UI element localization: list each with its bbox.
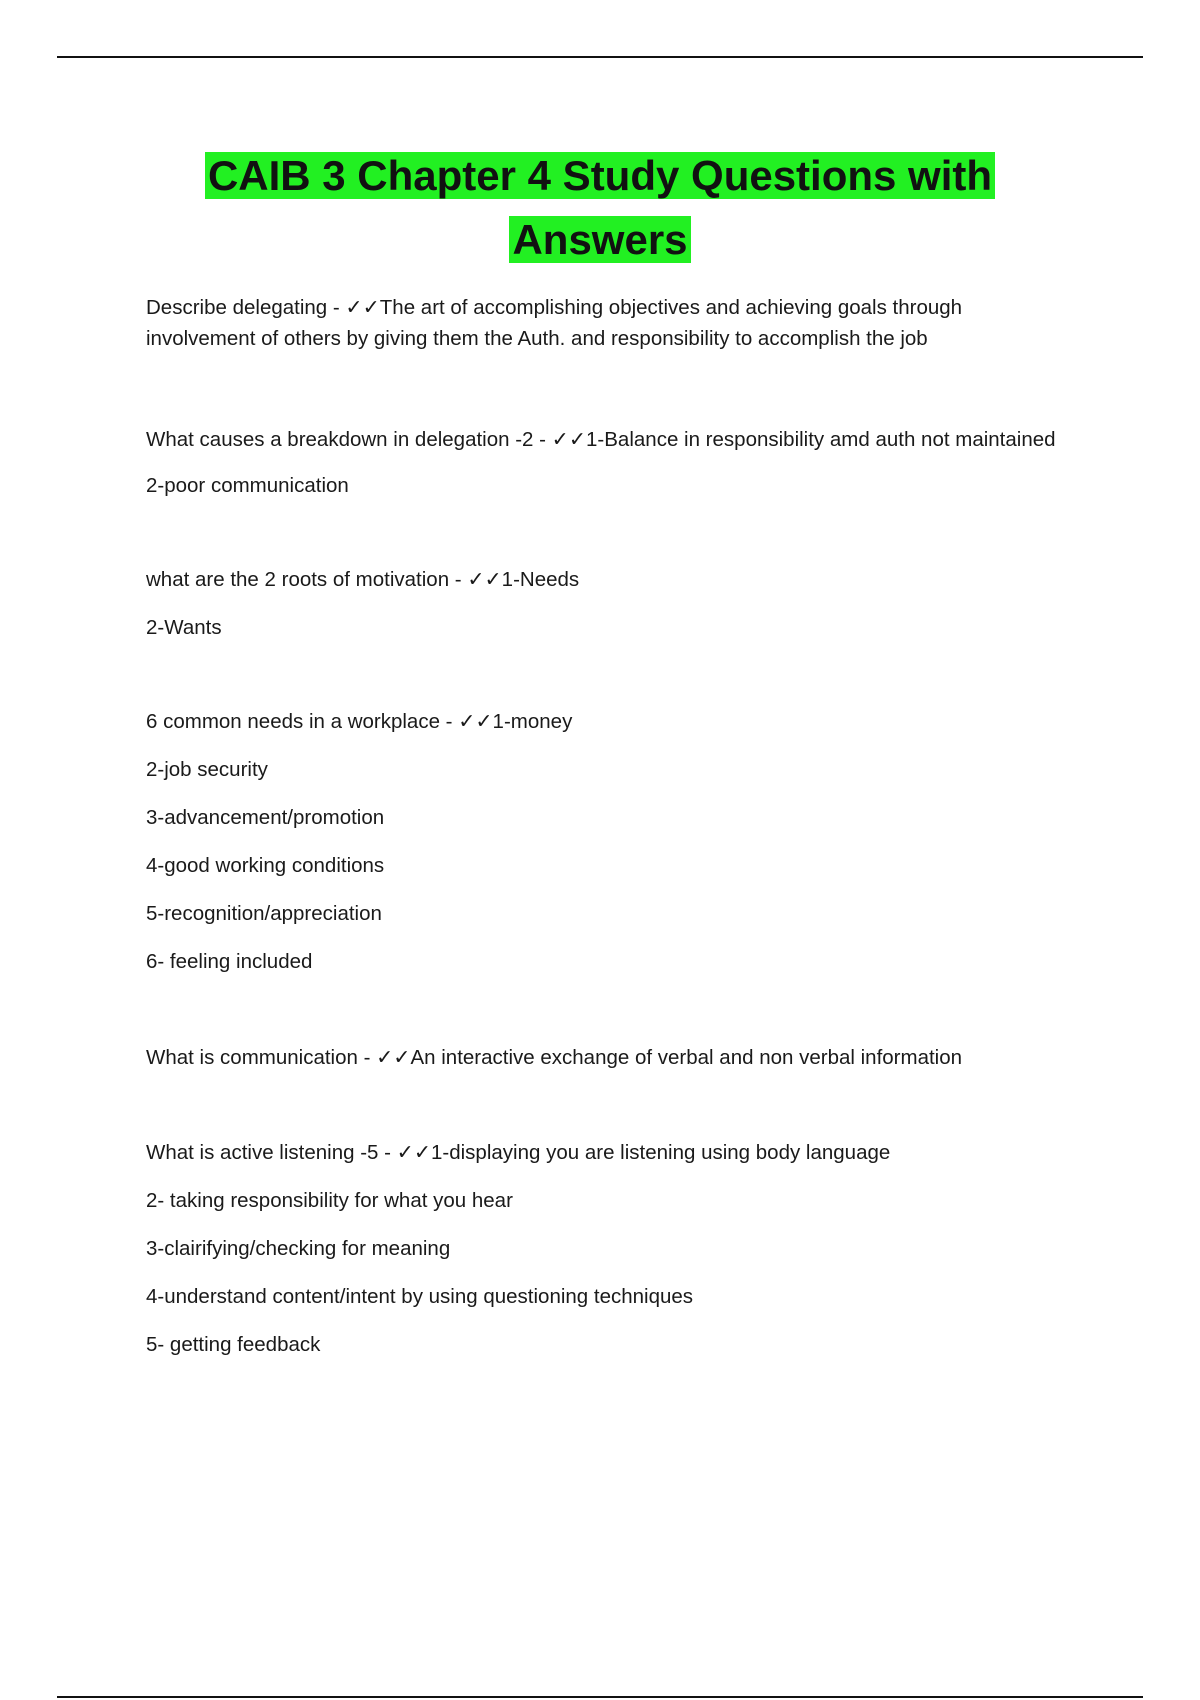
answer-line: 2- taking responsibility for what you hear — [146, 1189, 513, 1212]
qa-item-delegating — [146, 292, 1066, 354]
document-body — [146, 292, 1066, 1377]
question-answer-text: Describe delegating - ✓✓The art of accomplishing objectives and achieving goals through involvement of others by giving them the Auth. and responsibility to accomplish the job — [146, 296, 963, 350]
title-line-1 — [0, 144, 1200, 208]
qa-item-communication — [146, 1042, 1066, 1073]
question-answer-text: 6 common needs in a workplace - ✓✓1-money — [146, 710, 573, 733]
answer-line: 5- getting feedback — [146, 1333, 321, 1356]
title-line-2 — [0, 208, 1200, 272]
document-title — [0, 144, 1200, 272]
qa-item-motivation-roots — [146, 564, 1066, 643]
answer-line: 6- feeling included — [146, 950, 313, 973]
answer-line: 2-poor communication — [146, 474, 349, 497]
answer-line: 3-advancement/promotion — [146, 806, 385, 829]
qa-item-delegation-breakdown — [146, 424, 1066, 501]
title-highlight-2: Answers — [509, 216, 690, 263]
question-answer-text: what are the 2 roots of motivation - ✓✓1-Needs — [146, 568, 580, 591]
title-highlight-1: CAIB 3 Chapter 4 Study Questions with — [205, 152, 995, 199]
answer-line: 2-Wants — [146, 616, 222, 639]
answer-line: 2-job security — [146, 758, 268, 781]
answer-line: 3-clairifying/checking for meaning — [146, 1237, 451, 1260]
qa-item-workplace-needs — [146, 706, 1066, 977]
question-answer-text: What causes a breakdown in delegation -2 - ✓✓1-Balance in responsibility amd auth not maintained — [146, 428, 1056, 451]
answer-line: 4-understand content/intent by using questioning techniques — [146, 1285, 694, 1308]
answer-line: 5-recognition/appreciation — [146, 902, 382, 925]
answer-line: 4-good working conditions — [146, 854, 385, 877]
question-answer-text: What is active listening -5 - ✓✓1-displaying you are listening using body language — [146, 1141, 891, 1164]
footer-rule — [57, 1696, 1143, 1698]
header-rule — [57, 56, 1143, 58]
qa-item-active-listening — [146, 1137, 1066, 1360]
question-answer-text: What is communication - ✓✓An interactive exchange of verbal and non verbal information — [146, 1046, 963, 1069]
